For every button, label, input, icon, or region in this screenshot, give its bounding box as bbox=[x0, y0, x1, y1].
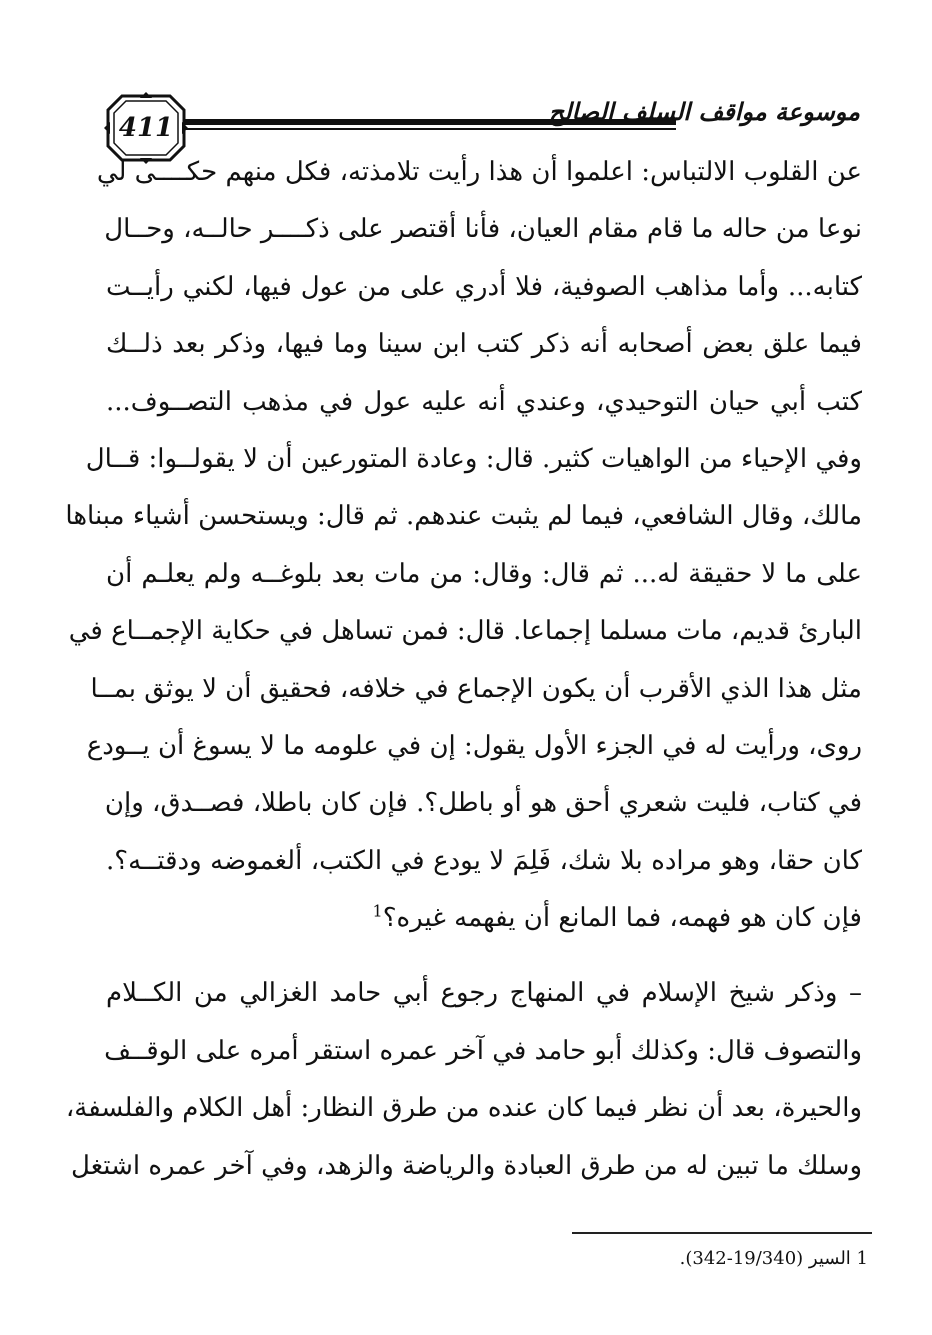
text-line: نوعا من حاله ما قام مقام العيان، فأنا أقتصر على ذكــــر حالــه، وحــال bbox=[104, 214, 862, 245]
footnote-number: 1 bbox=[856, 1248, 868, 1269]
text-line: والتصوف قال: وكذلك أبو حامد في آخر عمره استقر أمره على الوقــف bbox=[104, 1035, 862, 1066]
text-line: وفي الإحياء من الواهيات كثير. قال: وعادة المتورعين أن لا يقولــوا: قــال bbox=[85, 443, 862, 474]
text-line: فإن كان هو فهمه، فما المانع أن يفهمه غيره؟ bbox=[382, 903, 862, 934]
text-line: عن القلوب الالتباس: اعلموا أن هذا رأيت تلامذته، فكل منهم حكــــى لي bbox=[96, 157, 862, 187]
text-line-with-footnote bbox=[106, 890, 862, 947]
book-title: موسوعة مواقف السلف الصالح bbox=[548, 98, 860, 126]
paragraph-gap bbox=[106, 947, 862, 965]
text-line: كتابه... وأما مذاهب الصوفية، فلا أدري على من عول فيها، لكني رأيــت bbox=[106, 271, 862, 302]
main-text bbox=[65, 144, 862, 1195]
text-line: روى، ورأيت له في الجزء الأول يقول: إن في علومه ما لا يسوغ أن يــودع bbox=[86, 730, 862, 761]
text-line: كان حقا، وهو مراده بلا شك، فَلِمَ لا يودع في الكتب، ألغموضه ودقتــه؟. bbox=[106, 845, 862, 876]
text-line: – وذكر شيخ الإسلام في المنهاج رجوع أبي حامد الغزالي من الكــلام bbox=[106, 978, 862, 1009]
text-line: وسلك ما تبين له من طرق العبادة والرياضة والزهد، وفي آخر عمره اشتغل bbox=[71, 1150, 862, 1181]
page-number: 411 bbox=[118, 113, 174, 143]
text-line: مالك، وقال الشافعي، فيما لم يثبت عندهم. ثم قال: ويستحسن أشياء مبناها bbox=[65, 501, 862, 532]
header-rule-thin bbox=[184, 128, 676, 130]
text-line: البارئ قديم، مات مسلما إجماعا. قال: فمن تساهل في حكاية الإجمــاع في bbox=[68, 616, 862, 647]
text-line: مثل هذا الذي الأقرب أن يكون الإجماع في خلافه، فحقيق أن لا يوثق بمــا bbox=[90, 673, 862, 704]
text-line: والحيرة، بعد أن نظر فيما كان عنده من طرق النظار: أهل الكلام والفلسفة، bbox=[65, 1093, 862, 1124]
text-line: فيما علق بعض أصحابه أنه ذكر كتب ابن سينا وما فيها، وذكر بعد ذلــك bbox=[106, 329, 862, 360]
footnote bbox=[268, 1248, 868, 1269]
footnote-text: السير (19/340-342). bbox=[679, 1248, 851, 1269]
text-line: على ما لا حقيقة له... ثم قال: وقال: من مات بعد بلوغــه ولم يعلـم أن bbox=[106, 558, 862, 589]
footnote-separator bbox=[572, 1232, 872, 1234]
footnote-marker[interactable]: 1 bbox=[372, 901, 383, 921]
text-line: كتب أبي حيان التوحيدي، وعندي أنه عليه عول في مذهب التصــوف... bbox=[106, 386, 862, 417]
text-line: في كتاب، فليت شعري أحق هو أو باطل؟. فإن كان باطلا، فصــدق، وإن bbox=[104, 788, 862, 819]
